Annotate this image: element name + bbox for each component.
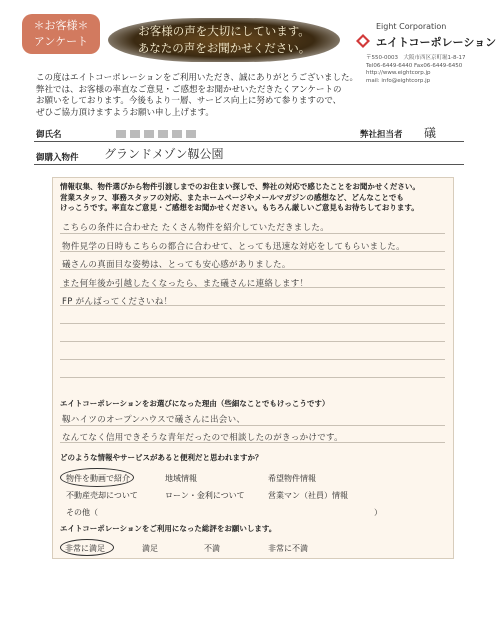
badge-line2: アンケート — [33, 35, 89, 48]
staff-value: 礒 — [424, 126, 437, 140]
address-line: Tel06-6449-6440 Fax06-6449-6450 — [366, 62, 463, 69]
property-label: 御購入物件 — [36, 153, 79, 163]
option-other-close: ） — [374, 508, 382, 517]
answer2-line: なんてなく信用できそうな青年だったので相談したのがきっかけです。 — [62, 433, 343, 443]
question1-text — [60, 182, 440, 214]
rating-dissatisfied[interactable]: 不満 — [204, 544, 220, 553]
intro-text — [36, 73, 366, 119]
question1-line: けっこうです。率直なご意見・ご感想をお聞かせください。もちろん厳しいご意見もお待ちしております。 — [60, 203, 419, 212]
banner-line1: お客様の声を大切にしています。 — [138, 24, 310, 38]
intro-line: お願いをしております。今後もより一層、サービス向上に努めて参りますので、 — [36, 96, 342, 106]
option-video[interactable]: 物件を動画で紹介 — [66, 474, 130, 483]
intro-line: ぜひご協力頂けますようお願い申し上げます。 — [36, 107, 214, 118]
banner-line2: あなたの声をお聞かせください。 — [137, 41, 311, 55]
question4-text: エイトコーポレーションをご利用になった総評をお願いします。 — [60, 524, 277, 533]
answer1-line: 礒さんの真面目な姿勢は、とっても安心感がありました。 — [62, 260, 291, 270]
survey-badge — [22, 14, 100, 54]
headline-banner — [108, 18, 340, 62]
ruled-line — [60, 377, 445, 378]
option-area-info[interactable]: 地域情報 — [165, 474, 197, 483]
divider — [34, 164, 464, 165]
ruled-line — [60, 359, 445, 360]
name-value-redacted — [116, 130, 196, 138]
intro-line: この度はエイトコーポレーションをご利用いただき、誠にありがとうございました。 — [36, 73, 358, 83]
intro-line: 弊社では、お客様の率直なご意見・ご感想をお聞かせいただきたくアンケートの — [36, 84, 342, 95]
answer1-line: 物件見学の日時もこちらの都合に合わせて、とっても迅速な対応をしてもらいました。 — [62, 242, 405, 252]
rating-satisfied[interactable]: 満足 — [142, 544, 158, 553]
ruled-line — [60, 323, 445, 324]
answer1-line: FP がんばってくださいね！ — [62, 297, 173, 307]
badge-line1: ＊お客様＊ — [33, 19, 89, 32]
ruled-line — [60, 233, 445, 234]
staff-label: 弊社担当者 — [360, 130, 403, 140]
company-address — [366, 55, 465, 85]
address-line: http://www.eightcorp.jp — [366, 70, 431, 76]
option-other-label[interactable]: その他（ — [66, 508, 98, 517]
survey-box — [52, 177, 454, 559]
option-sale[interactable]: 不動産売却について — [66, 491, 138, 500]
question2-text: エイトコーポレーションをお選びになった理由（些細なことでもけっこうです） — [60, 399, 330, 408]
ruled-line — [60, 341, 445, 342]
address-line: mail: info@eightcorp.jp — [366, 77, 431, 84]
option-wish-property[interactable]: 希望物件情報 — [268, 474, 316, 483]
rating-very-satisfied[interactable]: 非常に満足 — [65, 544, 105, 553]
company-name-en: Eight Corporation — [376, 22, 447, 31]
company-name-jp: エイトコーポレーション — [376, 36, 497, 49]
answer1-line: こちらの条件に合わせた たくさん物件を紹介していただきました。 — [62, 223, 330, 233]
question1-line: 営業スタッフ、事務スタッフの対応、またホームページやメールマガジンの感想など、どんなことでも — [60, 192, 404, 202]
rating-very-dissatisfied[interactable]: 非常に不満 — [268, 544, 308, 553]
name-label: 御氏名 — [36, 130, 62, 140]
question3-text: どのような情報やサービスがあると便利だと思われますか？ — [60, 453, 263, 462]
question1-line: 情報収集、物件選びから物件引渡しまでのお住まい探しで、弊社の対応で感じたことをお聞かせください。 — [60, 182, 420, 191]
divider — [34, 141, 464, 142]
answer1-line: また何年後か引越したくなったら、また礒さんに連絡します！ — [62, 279, 309, 289]
address-line: 〒550-0003 大阪市西区京町堀1-8-17 — [366, 55, 466, 61]
option-staff-info[interactable]: 営業マン（社員）情報 — [268, 491, 348, 500]
company-logo-icon — [356, 34, 370, 48]
option-loan[interactable]: ローン・金利について — [165, 491, 245, 500]
ruled-line — [60, 425, 445, 426]
property-value: グランドメゾン靱公園 — [104, 147, 224, 161]
answer2-line: 靱ハイツのオープンハウスで礒さんに出会い、 — [62, 415, 246, 425]
